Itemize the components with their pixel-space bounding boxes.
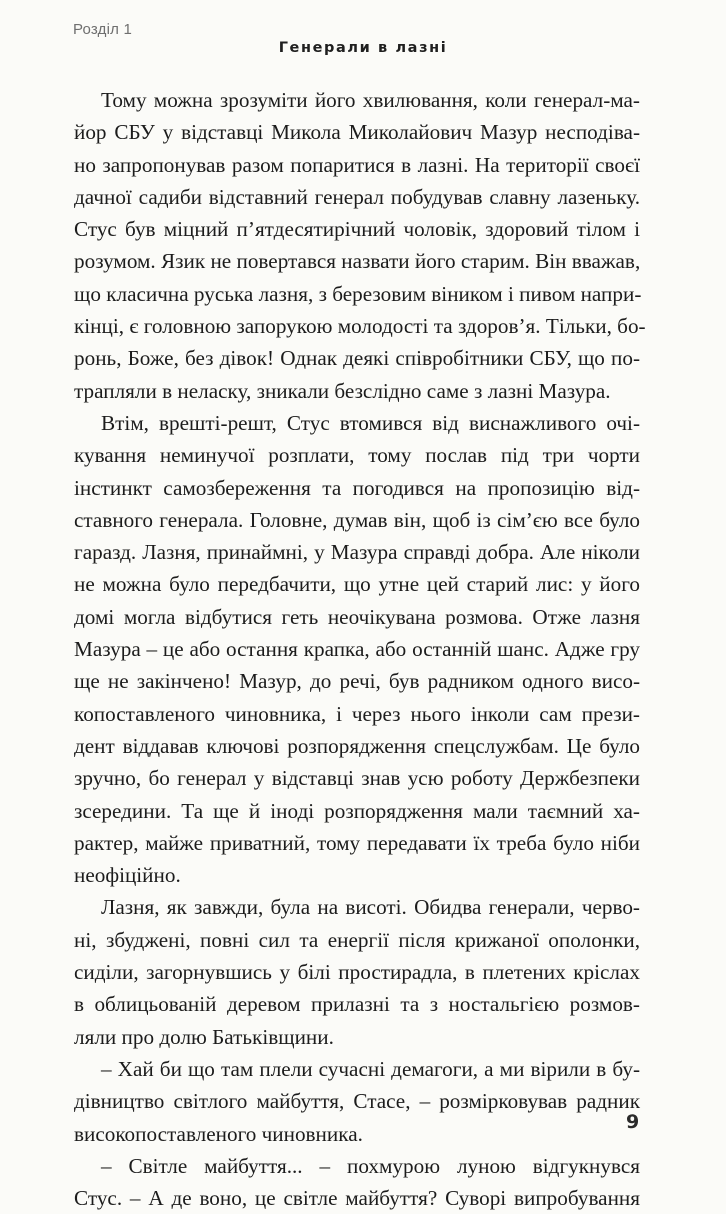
text-line: ляли про долю Батьківщини. xyxy=(74,1024,334,1049)
text-line: дент віддавав ключові розпорядження спецслужбам. Це було xyxy=(74,733,640,758)
text-line: зручно, бо генерал у відставці знав усю роботу Держбезпеки xyxy=(74,766,640,791)
paragraph xyxy=(74,407,640,891)
text-line: Мазура – це або остання крапка, або останній шанс. Адже гру xyxy=(74,637,640,662)
text-line: інстинкт самозбереження та погодився на пропозицію від- xyxy=(74,475,640,500)
paragraph xyxy=(74,1150,640,1214)
text-line: Стус. – А де воно, це світле майбуття? Суворі випробування xyxy=(74,1186,640,1211)
text-line: високопоставленого чиновника. xyxy=(74,1121,363,1146)
text-line: зсередини. Та ще й іноді розпорядження мали таємний ха- xyxy=(74,798,640,823)
text-line: в облицьованій деревом прилазні та з ностальгією розмов- xyxy=(74,992,640,1017)
chapter-label: Розділ 1 xyxy=(73,21,133,38)
text-line: трапляли в неласку, зникали безслідно саме з лазні Мазура. xyxy=(74,378,611,403)
text-line: – Хай би що там плели сучасні демагоги, а ми вірили в бу- xyxy=(101,1056,640,1081)
text-line: ставного генерала. Головне, думав він, щоб із сім’єю все було xyxy=(74,507,640,532)
text-line: Тому можна зрозуміти його хвилювання, коли генерал-ма- xyxy=(101,88,640,112)
text-line: Стус був міцний п’ятдесятирічний чоловік, здоровий тілом і xyxy=(74,217,640,242)
text-line: ще не закінчено! Мазур, до речі, був радником одного висо- xyxy=(74,669,640,694)
text-line: ні, збуджені, повні сил та енергії після крижаної ополонки, xyxy=(74,927,640,952)
text-line: дівництво світлого майбуття, Стасе, – розмірковував радник xyxy=(74,1089,640,1114)
text-line: домі могла відбутися геть неочікувана розмова. Отже лазня xyxy=(74,604,640,629)
running-title: Генерали в лазні xyxy=(278,40,448,56)
text-line: сиділи, загорнувшись у білі простирадла, в плетених кріслах xyxy=(74,960,640,985)
text-line: копоставленого чиновника, і через нього інколи сам прези- xyxy=(74,701,640,726)
text-line: Втім, врешті-решт, Стус втомився від виснажливого очі- xyxy=(101,410,640,435)
text-line: Лазня, як завжди, була на висоті. Обидва генерали, черво- xyxy=(101,895,640,920)
text-line: гаразд. Лазня, принаймні, у Мазура справді добра. Але ніколи xyxy=(74,540,640,565)
text-line: ронь, Боже, без дівок! Однак деякі співробітники СБУ, що по- xyxy=(74,346,640,371)
paragraph xyxy=(74,84,646,407)
text-body xyxy=(74,84,646,1214)
paragraph xyxy=(74,891,640,1052)
paragraph xyxy=(74,1053,640,1150)
text-line: рактер, майже приватний, тому передавати їх треба було ніби xyxy=(74,830,640,855)
text-line: що класична руська лазня, з березовим віником і пивом напри- xyxy=(74,281,642,306)
text-line: кування неминучої розплати, тому послав під три чорти xyxy=(74,443,640,468)
text-line: дачної садиби відставний генерал побудував славну лазеньку. xyxy=(74,184,640,209)
text-line: неофіційно. xyxy=(74,863,181,888)
text-line: но запропонував разом попаритися в лазні. На території своєї xyxy=(74,152,640,177)
page-number: 9 xyxy=(626,1111,640,1133)
text-line: – Світле майбуття... – похмурою луною відгукнувся xyxy=(101,1153,640,1178)
text-line: не можна було передбачити, що утне цей старий лис: у його xyxy=(74,572,640,597)
text-line: йор СБУ у відставці Микола Миколайович Мазур несподіва- xyxy=(74,120,640,145)
text-line: розумом. Язик не повертався назвати його старим. Він вважав, xyxy=(74,249,641,274)
text-line: кінці, є головною запорукою молодості та здоров’я. Тільки, бо- xyxy=(74,314,646,339)
